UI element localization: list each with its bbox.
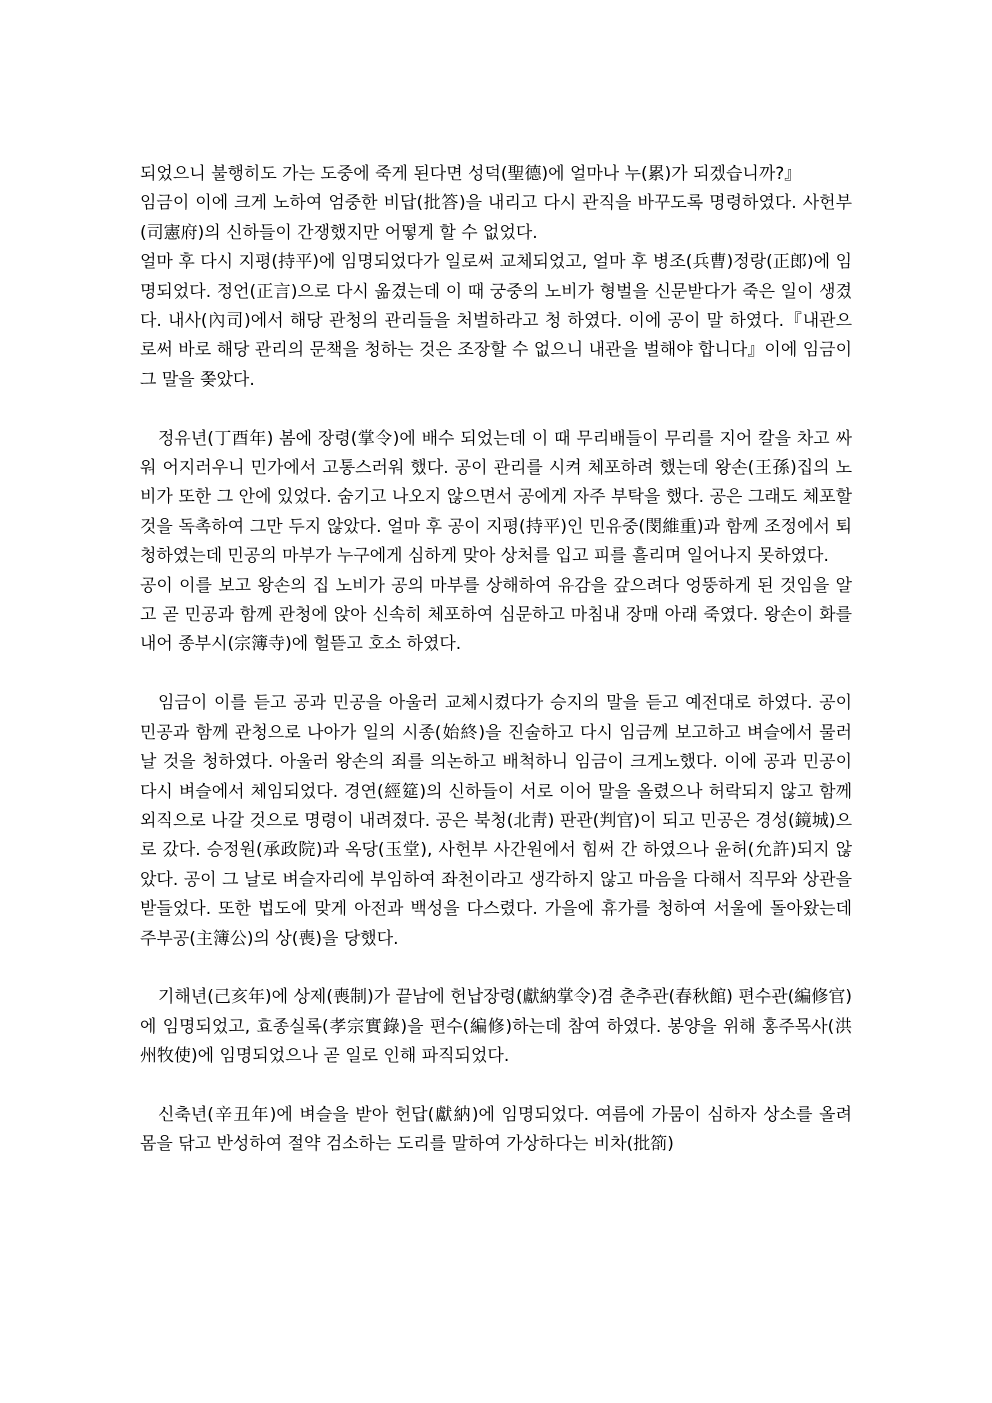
paragraph-4: 정유년(丁酉年) 봄에 장령(掌令)에 배수 되었는데 이 때 무리배들이 무리를 지어 칼을 차고 싸워 어지러우니 민가에서 고통스러워 했다. 공이 관리를 시켜 체포하려 했는데 왕손(王孫)집의 노비가 또한 그 안에 있었다. 숨기고 나오지 않으면서 공에게 자주 부탁을 했다. 공은 그래도 체포할 것을 독촉하여 그만 두지 않았다. 얼마 후 공이 지평(持平)인 민유중(閔維重)과 함께 조정에서 퇴청하였는데 민공의 마부가 누구에게 심하게 맞아 상처를 입고 피를 흘리며 일어나지 못하였다. [140, 428, 852, 567]
paragraph-3: 얼마 후 다시 지평(持平)에 임명되었다가 일로써 교체되었고, 얼마 후 병조(兵曹)정랑(正郎)에 임명되었다. 정언(正言)으로 다시 옮겼는데 이 때 궁중의 노비가 형벌을 신문받다가 죽은 일이 생겼다. 내사(內司)에서 해당 관청의 관리들을 처벌하라고 청 하였다. 이에 공이 말 하였다.『내관으로써 바로 해당 관리의 문책을 청하는 것은 조장할 수 없으니 내관을 벌해야 합니다』이에 임금이 그 말을 쫒았다. [140, 252, 852, 390]
paragraph-2: 임금이 이에 크게 노하여 엄중한 비답(批答)을 내리고 다시 관직을 바꾸도록 명령하였다. 사헌부(司憲府)의 신하들이 간쟁했지만 어떻게 할 수 없었다. [140, 193, 852, 243]
paragraph-5: 공이 이를 보고 왕손의 집 노비가 공의 마부를 상해하여 유감을 갚으려다 엉뚱하게 된 것임을 알고 곧 민공과 함께 관청에 앉아 신속히 체포하여 심문하고 마침내 장매 아래 죽였다. 왕손이 화를 내어 종부시(宗簿寺)에 헐뜯고 호소 하였다. [140, 575, 852, 655]
paragraph-6: 임금이 이를 듣고 공과 민공을 아울러 교체시켰다가 승지의 말을 듣고 예전대로 하였다. 공이 민공과 함께 관청으로 나아가 일의 시종(始終)을 진술하고 다시 임금께 보고하고 벼슬에서 물러날 것을 청하였다. 아울러 왕손의 죄를 의논하고 배척하니 임금이 크게노했다. 이에 공과 민공이 다시 벼슬에서 체임되었다. 경연(經筵)의 신하들이 서로 이어 말을 올렸으나 허락되지 않고 함께 외직으로 나갈 것으로 명령이 내려졌다. 공은 북청(北靑) 판관(判官)이 되고 민공은 경성(鏡城)으로 갔다. 승정원(承政院)과 옥당(玉堂), 사헌부 사간원에서 힘써 간 하였으나 윤허(允許)되지 않았다. 공이 그 날로 벼슬자리에 부임하여 좌천이라고 생각하지 않고 마음을 다해서 직무와 상관을 받들었다. 또한 법도에 맞게 아전과 백성을 다스렸다. 가을에 휴가를 청하여 서울에 돌아왔는데 주부공(主簿公)의 상(喪)을 당했다. [140, 693, 852, 949]
paragraph-7: 기해년(己亥年)에 상제(喪制)가 끝남에 헌납장령(獻納掌令)겸 춘추관(春秋館) 편수관(編修官)에 임명되었고, 효종실록(孝宗實錄)을 편수(編修)하는데 참여 하였다. 봉양을 위해 홍주목사(洪州牧使)에 임명되었으나 곧 일로 인해 파직되었다. [140, 987, 852, 1067]
paragraph-1: 되었으니 불행히도 가는 도중에 죽게 된다면 성덕(聖德)에 얼마나 누(累)가 되겠습니까?』 [140, 164, 802, 184]
paragraph-8: 신축년(辛丑年)에 벼슬을 받아 헌답(獻納)에 임명되었다. 여름에 가뭄이 심하자 상소를 올려 몸을 닦고 반성하여 절약 검소하는 도리를 말하여 가상하다는 비차(批箚) [140, 1104, 852, 1155]
document-body [140, 160, 852, 1160]
